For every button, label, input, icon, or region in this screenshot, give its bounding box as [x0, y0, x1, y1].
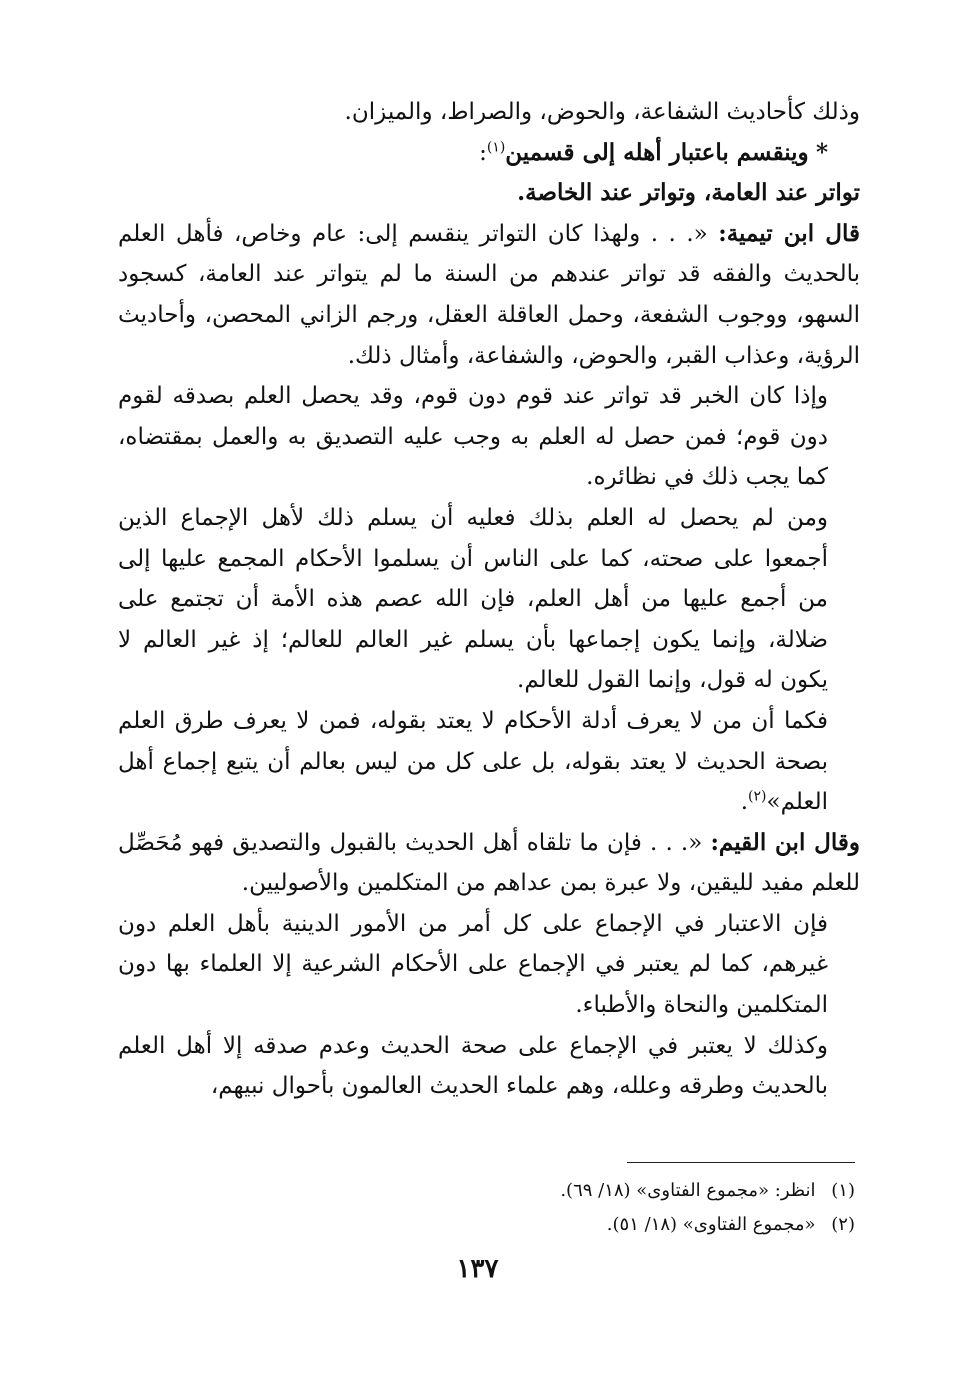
paragraph-1-text: وذلك كأحاديث الشفاعة، والحوض، والصراط، والميزان.: [344, 99, 860, 125]
footnote-ref-1[interactable]: (١): [486, 138, 506, 155]
subheading: [118, 173, 860, 214]
quote-ibn-taymiyya: [118, 214, 860, 376]
footnote-2: [300, 1208, 855, 1242]
footnotes: [300, 1174, 855, 1242]
paragraph-5-text: وإذا كان الخبر قد تواتر عند قوم دون قوم، وقد يحصل العلم بصدقه لقوم دون قوم؛ فمن حصل له العلم به وجب عليه التصديق به والعمل بمقتضاه، كما يجب ذلك في نظائره.: [118, 383, 828, 491]
footnote-1: [300, 1174, 855, 1208]
paragraph-6: [118, 498, 860, 701]
footnote-1-text: انظر: «مجموع الفتاوى» (١٨/ ٦٩).: [560, 1180, 816, 1201]
footnote-ref-2[interactable]: (٢): [748, 788, 767, 805]
paragraph-5: [118, 376, 860, 498]
section-heading-colon: :: [479, 139, 487, 166]
speaker-ibn-qayyim: وقال ابن القيم:: [710, 828, 860, 856]
paragraph-7-period: .: [740, 789, 749, 816]
paragraph-10-text: وكذلك لا يعتبر في الإجماع على صحة الحديث وعدم صدقه إلا أهل العلم بالحديث وطرقه وعلله، وهم علماء الحديث العالمون بأحوال نبيهم،: [118, 1032, 828, 1100]
paragraph-1: [118, 92, 860, 133]
quote-ibn-taymiyya-text: «. . . ولهذا كان التواتر ينقسم إلى: عام وخاص، فأهل العلم بالحديث والفقه قد تواتر عندهم من السنة ما لم يتواتر عند العامة، كسجود السهو، ووجوب الشفعة، وحمل العاقلة العقل، ورجم الزاني المحصن، وأحاديث الرؤية، وعذاب القبر، والحوض، والشفاعة، وأمثال ذلك.: [118, 220, 860, 369]
speaker-ibn-taymiyya: قال ابن تيمية:: [718, 219, 860, 247]
footnote-divider: [627, 1162, 855, 1163]
asterisk-marker: *: [815, 138, 828, 166]
page-body: [118, 92, 860, 1107]
footnote-2-text: «مجموع الفتاوى» (١٨/ ٥١).: [606, 1214, 816, 1235]
quote-ibn-qayyim-text: «. . . فإن ما تلقاه أهل الحديث بالقبول والتصديق فهو مُحَصِّل للعلم مفيد لليقين، ولا عبرة بمن عداهم من المتكلمين والأصوليين.: [118, 829, 860, 897]
paragraph-9: [118, 904, 860, 1026]
paragraph-9-text: فإن الاعتبار في الإجماع على كل أمر من الأمور الدينية بأهل العلم دون غيرهم، كما لم يعتبر في الإجماع على الأحكام الشرعية إلا العلماء بها دون المتكلمين والنحاة والأطباء.: [118, 910, 828, 1019]
section-heading: [118, 133, 860, 174]
paragraph-6-text: ومن لم يحصل له العلم بذلك فعليه أن يسلم ذلك لأهل الإجماع الذين أجمعوا على صحته، كما على الناس أن يسلموا الأحكام المجمع عليها إلى من أجمع عليها من أهل العلم، فإن الله عصم هذه الأمة أن تجتمع على ضلالة، وإنما يكون إجماعها بأن يسلم غير العالم للعالم؛ إذ غير العالم لا يكون له قول، وإنما القول للعالم.: [118, 504, 828, 694]
footnote-2-number: (٢): [831, 1214, 855, 1235]
paragraph-7-text: فكما أن من لا يعرف أدلة الأحكام لا يعتد بقوله، فمن لا يعرف طرق العلم بصحة الحديث لا يعتد بقوله، بل على كل من ليس بعالم أن يتبع إجماع أهل العلم»: [118, 707, 828, 816]
section-heading-text: وينقسم باعتبار أهله إلى قسمين: [505, 138, 809, 166]
page-number: ١٣٧: [456, 1254, 499, 1284]
quote-ibn-qayyim: [118, 823, 860, 904]
footnote-1-number: (١): [831, 1180, 855, 1201]
paragraph-7: [118, 701, 860, 823]
subheading-text: تواتر عند العامة، وتواتر عند الخاصة.: [517, 179, 860, 207]
paragraph-10: [118, 1026, 860, 1107]
